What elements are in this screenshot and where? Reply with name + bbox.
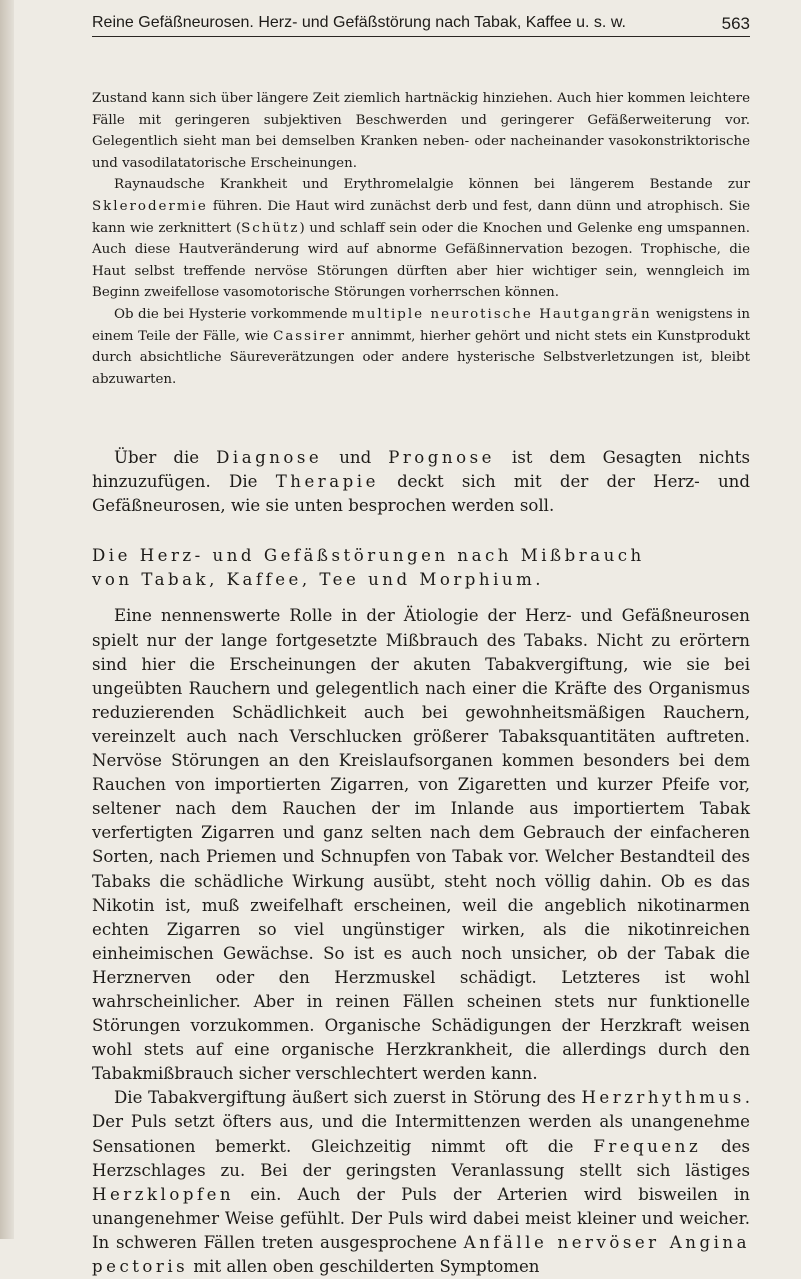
paragraph-tabak-aetiologie: Eine nennenswerte Rolle in der Ätiologie der Herz- und Gefäßneurosen spielt nur der lange fortgesetzte Mißbrauch des Tabaks. Nicht zu erörtern sind hier die Erscheinungen der akuten Tabakvergiftung, wie sie bei ungeübten Rauchern und gelegentlich nach einer die Kräfte des Organismus reduzierenden Schädlichkeit auch bei gewohnheitsmäßigen Rauchern, vereinzelt auch nach Verschlucken größerer Tabaksquantitäten auftreten. Nervöse Störungen an den Kreislaufsorganen kommen besonders bei dem Rauchen von importierten Zigarren, von Zigaretten und kurzer Pfeife vor, seltener nach dem Rauchen der im Inlande aus importiertem Tabak verfertigten Zigarren und ganz selten nach dem Gebrauch der einfacheren Sorten, nach Priemen und Schnupfen von Tabak vor. Welcher Bestandteil des Tabaks die schädliche Wirkung ausübt, steht noch völlig dahin. Ob es das Nikotin ist, muß zweifelhaft erscheinen, weil die angeblich nikotinarmen echten Zigarren so viel ungünstiger wirken, als die nikotinreichen einheimischen Gewächse. So ist es auch noch unsicher, ob der Tabak die Herznerven oder den Herzmuskel schädigt. Letzteres ist wohl wahrscheinlicher. Aber in reinen Fällen scheinen stets nur funktionelle Störungen vorzukommen. Organische Schädigungen der Herzkraft weisen wohl stets auf eine organische Herzkrankheit, die allerdings durch den Tabakmißbrauch sicher verschlechtert werden kann.: [92, 606, 750, 1084]
section-heading-line-1: Die Herz- und Gefäßstörungen nach Mißbrauch: [92, 546, 645, 566]
page-number: 563: [721, 14, 750, 33]
main-text-section: [92, 446, 750, 1279]
spaced-term: Diagnose: [216, 448, 323, 467]
paragraph-tabakvergiftung: Die Tabakvergiftung äußert sich zuerst in Störung des Herzrhythmus. Der Puls setzt öfters aus, und die Intermittenzen werden als unangenehme Sensationen bemerkt. Gleichzeitig nimmt oft die Frequenz des Herzschlages zu. Bei der geringsten Veranlassung stellt sich lästiges Herzklopfen ein. Auch der Puls der Arterien wird bisweilen in unangenehmer Weise gefühlt. Der Puls wird dabei meist kleiner und weicher. In schweren Fällen treten ausgesprochene Anfälle nervöser Angina pectoris mit allen oben geschilderten Symptomen: [92, 1088, 751, 1276]
small-print-section: [92, 88, 750, 390]
paragraph-continuation: Zustand kann sich über längere Zeit ziemlich hartnäckig hinziehen. Auch hier kommen leichtere Fälle mit geringeren subjektiven Beschwerden und geringerer Gefäßerweiterung vor. Gelegentlich sieht man bei demselben Kranken neben- oder nacheinander vasokonstriktorische und vasodilatatorische Erscheinungen.: [92, 91, 750, 171]
spaced-term: Therapie: [275, 472, 379, 492]
section-heading: [92, 544, 750, 592]
spaced-term: Herzklopfen: [92, 1184, 235, 1204]
running-title: Reine Gefäßneurosen. Herz- und Gefäßstörung nach Tabak, Kaffee u. s. w.: [92, 14, 626, 31]
author-name: Cassirer: [273, 328, 347, 344]
spaced-term: Sklerodermie: [92, 198, 208, 214]
section-heading-line-2: von Tabak, Kaffee, Tee und Morphium.: [92, 570, 545, 590]
spaced-term: Anfälle nervöser Angina pectoris: [92, 1232, 750, 1276]
paragraph-diagnose: Über die Diagnose und Prognose ist dem Gesagten nichts hinzuzufügen. Die Therapie deckt sich mit der der Herz- und Gefäßneurosen, wie sie unten besprochen werden soll.: [92, 448, 750, 516]
paragraph-sklerodermie: Raynaudsche Krankheit und Erythromelalgie können bei längerem Bestande zur Sklerodermie führen. Die Haut wird zunächst derb und fest, dann dünn und atrophisch. Sie kann wie zerknittert (Schütz) und schlaff sein oder die Knochen und Gelenke eng umspannen. Auch diese Hautveränderung wird auf abnorme Gefäßinnervation bezogen. Trophische, die Haut selbst treffende nervöse Störungen dürften aber hier wichtiger sein, wenngleich im Beginn zweifellose vasomotorische Störungen vorherrschen können.: [92, 177, 750, 301]
spaced-term: multiple neurotische Hautgangrän: [352, 306, 652, 322]
spaced-term: Prognose: [388, 448, 495, 467]
paragraph-hautgangraen: Ob die bei Hysterie vorkommende multiple neurotische Hautgangrän wenigstens in einem Teile der Fälle, wie Cassirer annimmt, hierher gehört und nicht stets ein Kunstprodukt durch absichtliche Säureverätzungen oder andere hysterische Selbstverletzungen ist, bleibt abzuwarten.: [92, 306, 750, 387]
author-name: Schütz: [241, 220, 300, 236]
spaced-term: Herzrhythmus: [581, 1088, 745, 1108]
book-page: [92, 0, 751, 1276]
scan-binding-edge: [0, 0, 14, 1239]
running-header: [92, 14, 750, 37]
spaced-term: Frequenz: [593, 1136, 702, 1156]
